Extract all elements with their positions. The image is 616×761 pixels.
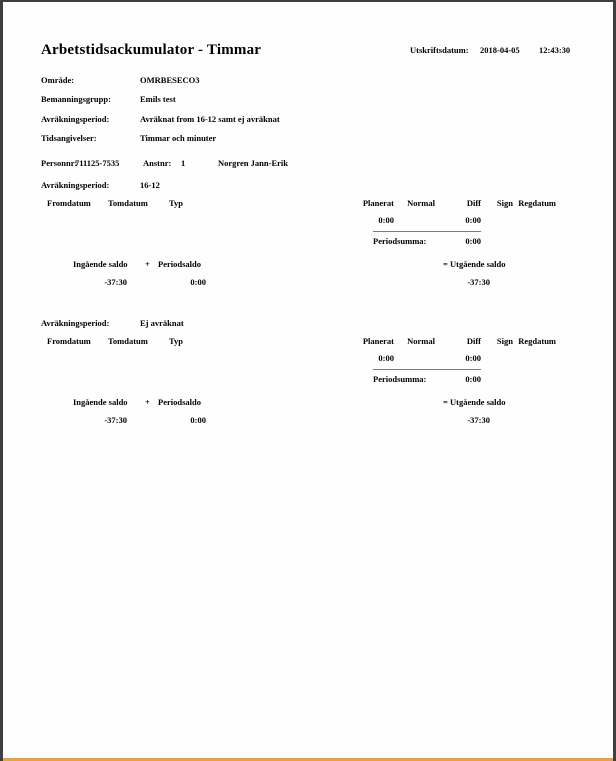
- page-title: Arbetstidsackumulator - Timmar: [41, 42, 262, 58]
- personnr-label: Personnr:: [41, 158, 78, 168]
- column-header-typ: Typ: [169, 336, 184, 346]
- periodsumma-rule: [373, 369, 481, 370]
- plus-sign: +: [145, 259, 150, 269]
- ingaende-saldo-label: Ingående saldo: [73, 259, 128, 269]
- print-time-value: 12:43:30: [539, 45, 571, 55]
- staffing-group-label: Bemanningsgrupp:: [41, 94, 111, 104]
- utgaende-saldo-value: -37:30: [467, 277, 490, 287]
- periodsumma-rule: [373, 231, 481, 232]
- column-header-planerat: Planerat: [362, 198, 394, 208]
- time-format-value: Timmar och minuter: [140, 133, 217, 143]
- periodsaldo-label: Periodsaldo: [158, 259, 201, 269]
- totals-diff-value: 0:00: [465, 215, 481, 225]
- column-header-normal: Normal: [407, 336, 435, 346]
- periodsumma-label: Periodsumma:: [373, 236, 427, 246]
- totals-diff-value: 0:00: [465, 353, 481, 363]
- ingaende-saldo-label: Ingående saldo: [73, 397, 128, 407]
- periodsumma-label: Periodsumma:: [373, 374, 427, 384]
- section-period-value: 16-12: [140, 180, 160, 190]
- time-format-label: Tidsangivelser:: [41, 133, 97, 143]
- area-value: OMRBESECO3: [140, 75, 200, 85]
- personnr-value: 711125-7535: [75, 158, 120, 168]
- column-header-tomdatum: Tomdatum: [108, 198, 148, 208]
- settlement-period-label: Avräkningsperiod:: [41, 114, 110, 124]
- totals-planerat-value: 0:00: [378, 215, 394, 225]
- period-section-1: [3, 180, 616, 300]
- print-date-value: 2018-04-05: [480, 45, 520, 55]
- periodsumma-value: 0:00: [465, 236, 481, 246]
- periodsaldo-label: Periodsaldo: [158, 397, 201, 407]
- anstnr-label: Anstnr:: [143, 158, 172, 168]
- column-header-fromdatum: Fromdatum: [47, 198, 91, 208]
- settlement-period-value: Avräknat from 16-12 samt ej avräknat: [140, 114, 280, 124]
- section-period-value: Ej avräknat: [140, 318, 184, 328]
- utgaende-saldo-label: = Utgående saldo: [443, 397, 506, 407]
- utgaende-saldo-label: = Utgående saldo: [443, 259, 506, 269]
- section-period-label: Avräkningsperiod:: [41, 180, 110, 190]
- print-date-label: Utskriftsdatum:: [410, 45, 469, 55]
- anstnr-value: 1: [181, 158, 186, 168]
- column-header-planerat: Planerat: [362, 336, 394, 346]
- period-section-2: [3, 318, 616, 438]
- column-header-fromdatum: Fromdatum: [47, 336, 91, 346]
- column-header-regdatum: Regdatum: [518, 336, 556, 346]
- column-header-regdatum: Regdatum: [518, 198, 556, 208]
- utgaende-saldo-value: -37:30: [467, 415, 490, 425]
- column-header-typ: Typ: [169, 198, 184, 208]
- area-label: Område:: [41, 75, 75, 85]
- periodsaldo-value: 0:00: [190, 277, 206, 287]
- column-header-sign: Sign: [496, 198, 513, 208]
- plus-sign: +: [145, 397, 150, 407]
- column-header-diff: Diff: [466, 198, 481, 208]
- periodsaldo-value: 0:00: [190, 415, 206, 425]
- periodsumma-value: 0:00: [465, 374, 481, 384]
- person-name: Norgren Jann-Erik: [218, 158, 288, 168]
- section-period-label: Avräkningsperiod:: [41, 318, 110, 328]
- totals-planerat-value: 0:00: [378, 353, 394, 363]
- column-header-sign: Sign: [496, 336, 513, 346]
- ingaende-saldo-value: -37:30: [104, 415, 127, 425]
- staffing-group-value: Emils test: [140, 94, 176, 104]
- ingaende-saldo-value: -37:30: [104, 277, 127, 287]
- column-header-diff: Diff: [466, 336, 481, 346]
- column-header-normal: Normal: [407, 198, 435, 208]
- column-header-tomdatum: Tomdatum: [108, 336, 148, 346]
